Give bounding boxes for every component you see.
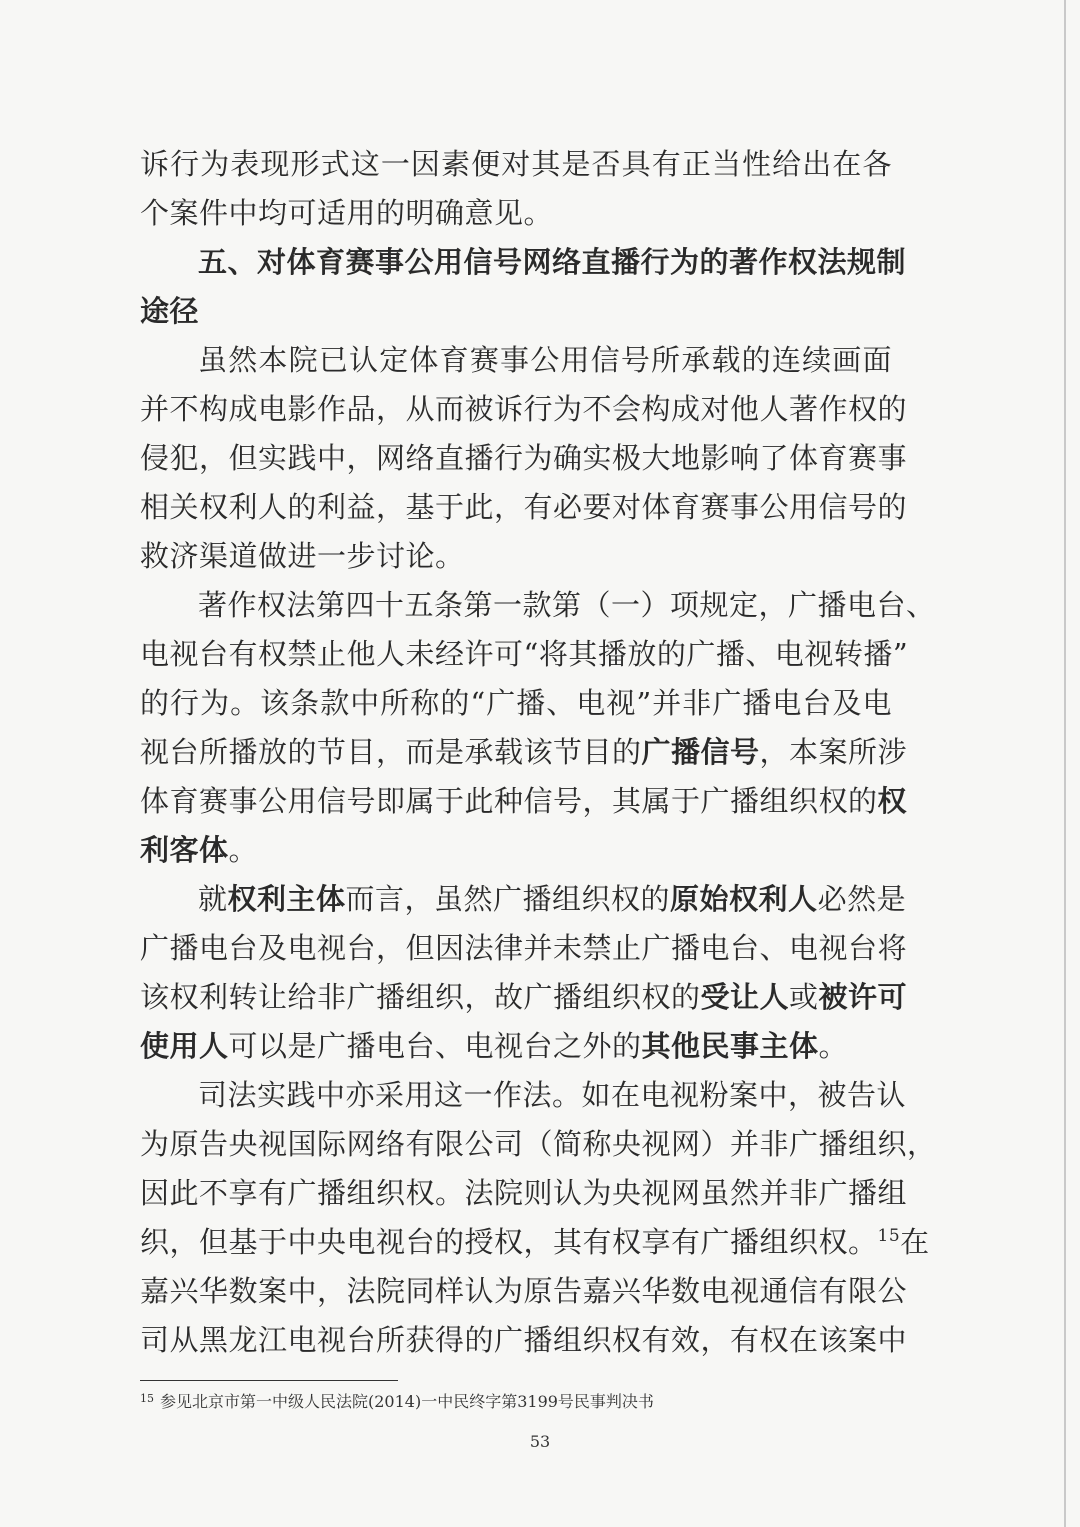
text-run: 而言，虽然广播组织权的 [345,882,671,916]
paragraph-line: 虽然本院已认定体育赛事公用信号所承载的连续画面 [198,343,892,377]
bold-term: 利客体 [140,833,229,867]
text-run: 。 [818,1029,849,1063]
paragraph-line: 因此不享有广播组织权。法院则认为央视网虽然并非广播组 [140,1176,908,1210]
section-heading: 五、对体育赛事公用信号网络直播行为的著作权法规制 [198,245,907,279]
paragraph-line [140,1022,892,1071]
text-run: ，本案所涉 [759,735,908,769]
footnote-divider [140,1380,398,1381]
paragraph-line: 电视台有权禁止他人未经许可“将其播放的广播、电视转播” [140,637,909,671]
text-run: 就 [198,882,228,916]
document-body [140,140,937,1365]
text-run: 织，但基于中央电视台的授权，其有权享有广播组织权。 [140,1225,878,1259]
paragraph-line: 侵犯，但实践中，网络直播行为确实极大地影响了体育赛事 [140,441,908,475]
bold-term: 权利主体 [227,882,346,916]
text-run: 体育赛事公用信号即属于此种信号，其属于广播组织权的 [140,784,878,818]
footnote [140,1388,654,1413]
paragraph-line: 相关权利人的利益，基于此，有必要对体育赛事公用信号的 [140,490,908,524]
paragraph-line: 个案件中均可适用的明确意见。 [140,196,554,230]
paragraph-line [140,875,907,924]
text-run: 必然是 [817,882,907,916]
bold-term: 被许可 [818,980,908,1014]
bold-term: 原始权利人 [670,882,818,916]
text-run: 。 [228,833,259,867]
paragraph-line: 司法实践中亦采用这一作法。如在电视粉案中，被告认 [198,1078,907,1112]
bold-term: 使用人 [140,1029,229,1063]
bold-term: 其他民事主体 [641,1029,819,1063]
text-run: 该权利转让给非广播组织，故广播组织权的 [140,980,701,1014]
paragraph-line [140,1218,930,1267]
text-run: 在 [900,1225,930,1259]
footnote-number: 15 [140,1392,154,1405]
bold-term: 广播信号 [641,735,760,769]
paragraph-line: 嘉兴华数案中，法院同样认为原告嘉兴华数电视通信有限公 [140,1274,908,1308]
paragraph-line [140,777,908,826]
paragraph-line: 并不构成电影作品，从而被诉行为不会构成对他人著作权的 [140,392,908,426]
paragraph-line: 的行为。该条款中所称的“广播、电视”并非广播电台及电 [140,686,892,720]
text-run: 可以是广播电台、电视台之外的 [228,1029,642,1063]
page-number: 53 [529,1432,551,1451]
section-heading: 途径 [140,294,200,328]
bold-term: 受让人 [700,980,790,1014]
text-run: 或 [789,980,819,1014]
paragraph-line [140,826,892,875]
paragraph-line: 为原告央视国际网络有限公司（简称央视网）并非广播组织， [140,1127,937,1161]
text-run: 视台所播放的节目，而是承载该节目的 [140,735,642,769]
scan-edge [1064,0,1066,1527]
footnote-reference[interactable]: 15 [877,1226,901,1246]
paragraph-line: 司从黑龙江电视台所获得的广播组织权有效，有权在该案中 [140,1323,908,1357]
paragraph-line: 救济渠道做进一步讨论。 [140,539,465,573]
bold-term: 权 [877,784,908,818]
paragraph-line: 著作权法第四十五条第一款第（一）项规定，广播电台、 [198,588,936,622]
paragraph-line: 诉行为表现形式这一因素便对其是否具有正当性给出在各 [140,147,892,181]
paragraph-line [140,973,908,1022]
paragraph-line [140,728,908,777]
paragraph-line: 广播电台及电视台，但因法律并未禁止广播电台、电视台将 [140,931,908,965]
footnote-text: 参见北京市第一中级人民法院(2014)一中民终字第3199号民事判决书 [160,1392,654,1411]
